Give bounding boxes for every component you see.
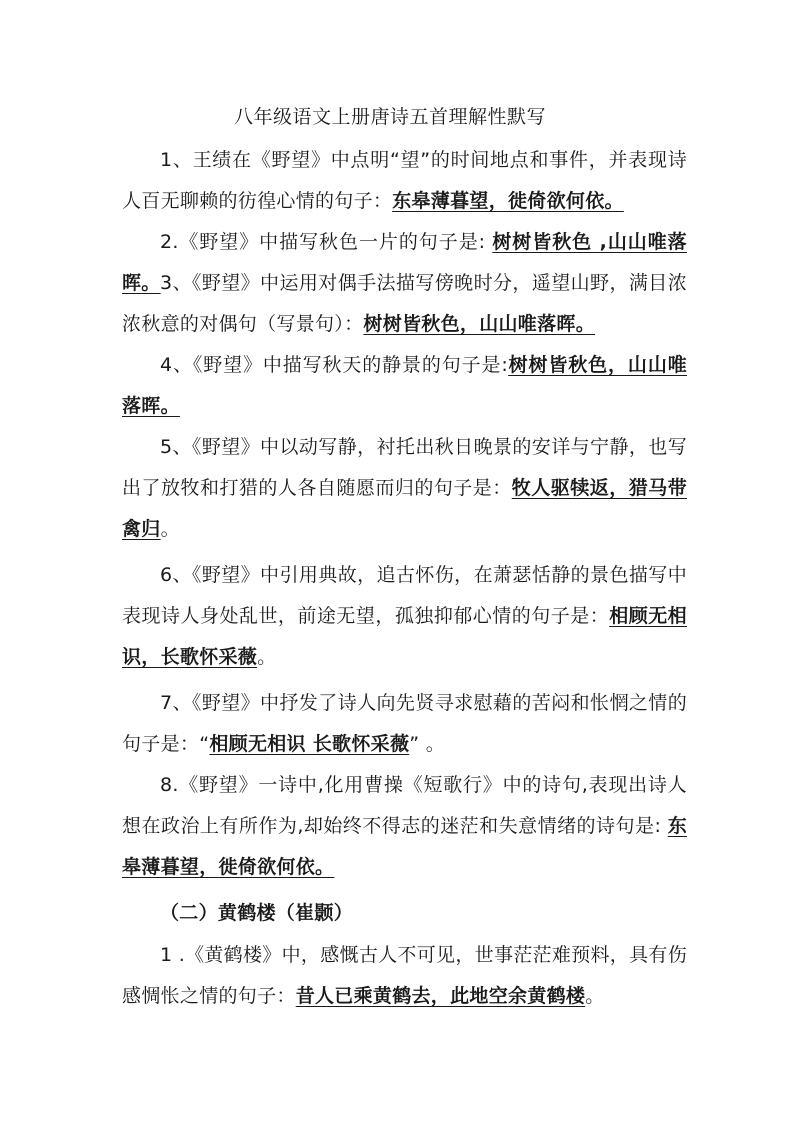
question-text: 6、《野望》中引用典故，追古怀伤，在萧瑟恬静的景色描写中表现诗人身处乱世，前途无望，孤独抑郁心情的句子是： — [122, 564, 687, 627]
answer-text: 树树皆秋色 ,山山唯落晖。 — [122, 231, 687, 294]
question-text: 2.《野望》中描写秋色一片的句子是: — [160, 231, 493, 253]
question-5 — [122, 427, 687, 550]
question-text: 1 .《黄鹤楼》中，感慨古人不可见，世事茫茫难预料，具有伤感惆怅之情的句子： — [122, 944, 687, 1007]
answer-text: 东皋薄暮望，徙倚欲何依。 — [122, 815, 687, 878]
answer-tail: 。 — [160, 518, 180, 540]
question-text: 5、《野望》中以动写静，衬托出秋日晚景的安详与宁静，也写出了放牧和打猎的人各自随愿而归的句子是： — [122, 436, 687, 499]
section-question-1 — [122, 935, 687, 1017]
answer-text: 相顾无相识 长歌怀采薇 — [209, 733, 410, 755]
question-1 — [122, 140, 687, 222]
answer-text: 树树皆秋色，山山唯落晖。 — [363, 313, 596, 335]
answer-tail: ” 。 — [409, 733, 446, 755]
section-title: （二）黄鹤楼（崔颢） — [160, 902, 354, 924]
question-text: 8.《野望》一诗中,化用曹操《短歌行》中的诗句,表现出诗人想在政治上有所作为,却始终不得志的迷茫和失意情绪的诗句是: — [122, 774, 687, 837]
question-4 — [122, 345, 687, 427]
question-7 — [122, 683, 687, 765]
answer-tail: 。 — [257, 646, 277, 668]
answer-text: 昔人已乘黄鹤去，此地空余黄鹤楼 — [295, 985, 586, 1007]
question-6 — [122, 555, 687, 678]
answer-tail: 。 — [585, 985, 605, 1007]
question-8 — [122, 765, 687, 888]
answer-text: 东皋薄暮望，徙倚欲何依。 — [392, 190, 624, 212]
question-text: 4、《野望》中描写秋天的静景的句子是: — [160, 354, 509, 376]
document-title: 八年级语文上册唐诗五首理解性默写 — [233, 106, 546, 128]
answer-text: 相顾无相识，长歌怀采薇 — [122, 605, 687, 668]
answer-text: 树树皆秋色，山山唯落晖。 — [122, 354, 687, 417]
question-text: 3、《野望》中运用对偶手法描写傍晚时分，遥望山野，满目浓浓秋意的对偶句（写景句）： — [122, 272, 687, 335]
question-3 — [122, 263, 687, 345]
question-text: 7、《野望》中抒发了诗人向先贤寻求慰藉的苦闷和怅惘之情的句子是：“ — [122, 692, 687, 755]
question-text: 1、王绩在《野望》中点明“望”的时间地点和事件，并表现诗人百无聊赖的彷徨心情的句子： — [122, 149, 687, 212]
answer-text: 牧人驱犊返，猎马带禽归 — [122, 477, 687, 540]
